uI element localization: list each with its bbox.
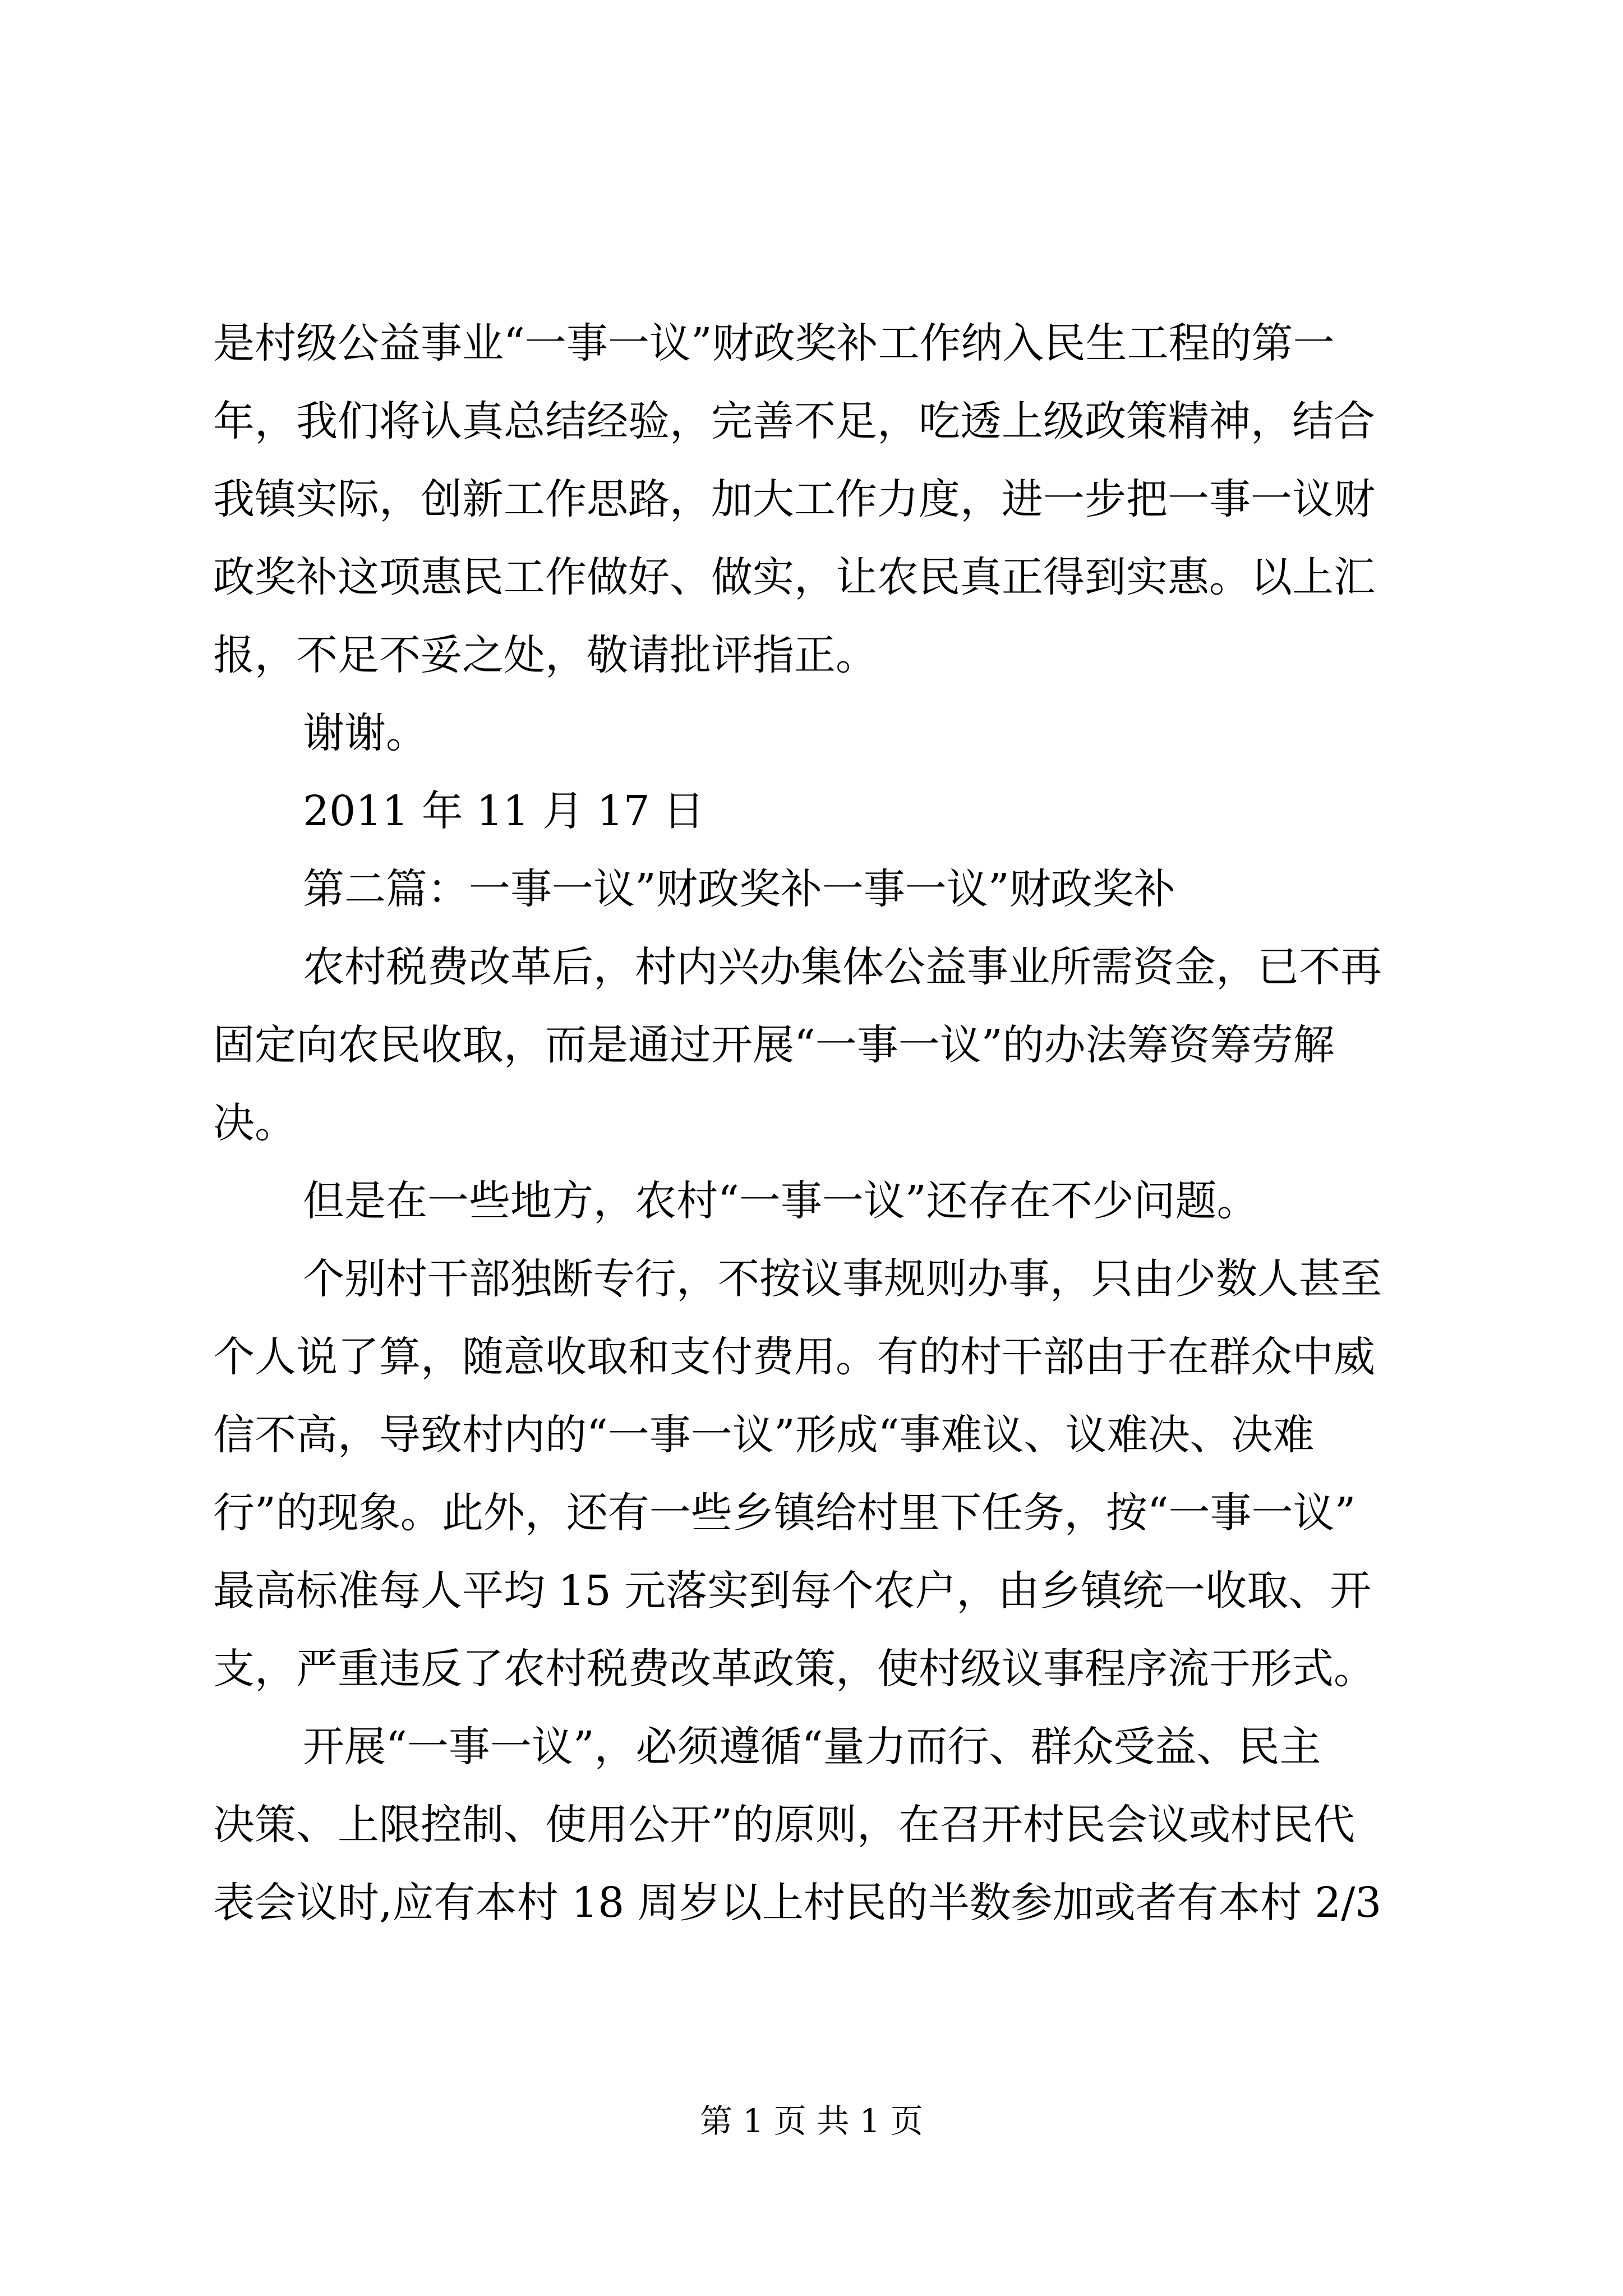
text-line-content: 开展“一事一议”，必须遵循“量力而行、群众受益、民主: [303, 1723, 1321, 1771]
text-line-content: 个人说了算，随意收取和支付费用。有的村干部由于在群众中威: [213, 1333, 1375, 1381]
text-line-content: 谢谢。: [303, 709, 427, 757]
text-line-content: 个别村干部独断专行，不按议事规则办事，只由少数人甚至: [303, 1255, 1382, 1303]
text-line-content: 信不高，导致村内的“一事一议”形成“事难议、议难决、决难: [213, 1411, 1315, 1459]
text-line-content: 是村级公益事业“一事一议”财政奖补工作纳入民生工程的第一: [213, 319, 1335, 367]
text-line-content: 我镇实际，创新工作思路，加大工作力度，进一步把一事一议财: [213, 475, 1375, 523]
text-line-content: 行”的现象。此外，还有一些乡镇给村里下任务，按“一事一议”: [213, 1489, 1356, 1537]
text-line-content: 年，我们将认真总结经验，完善不足，吃透上级政策精神，结合: [213, 397, 1375, 445]
text-line-content: 报，不足不妥之处，敬请批评指正。: [213, 631, 877, 679]
page-number-footer: 第 1 页 共 1 页: [700, 2102, 923, 2140]
text-line-content: 2011 年 11 月 17 日: [303, 787, 705, 835]
text-line-content: 但是在一些地方，农村“一事一议”还存在不少问题。: [303, 1177, 1258, 1225]
text-line-content: 表会议时,应有本村 18 周岁以上村民的半数参加或者有本村 2/3: [213, 1879, 1382, 1927]
text-line-content: 最高标准每人平均 15 元落实到每个农户，由乡镇统一收取、开: [213, 1567, 1372, 1615]
text-line-content: 第二篇：一事一议”财政奖补一事一议”财政奖补: [303, 865, 1175, 913]
text-line-content: 决策、上限控制、使用公开”的原则，在召开村民会议或村民代: [213, 1801, 1355, 1849]
text-line-content: 政奖补这项惠民工作做好、做实，让农民真正得到实惠。以上汇: [213, 553, 1375, 601]
text-line-content: 支，严重违反了农村税费改革政策，使村级议事程序流于形式。: [213, 1645, 1375, 1693]
text-line-content: 决。: [213, 1099, 296, 1147]
text-line-content: 农村税费改革后，村内兴办集体公益事业所需资金，已不再: [303, 943, 1382, 991]
text-line-content: 固定向农民收取，而是通过开展“一事一议”的办法筹资筹劳解: [213, 1021, 1335, 1069]
